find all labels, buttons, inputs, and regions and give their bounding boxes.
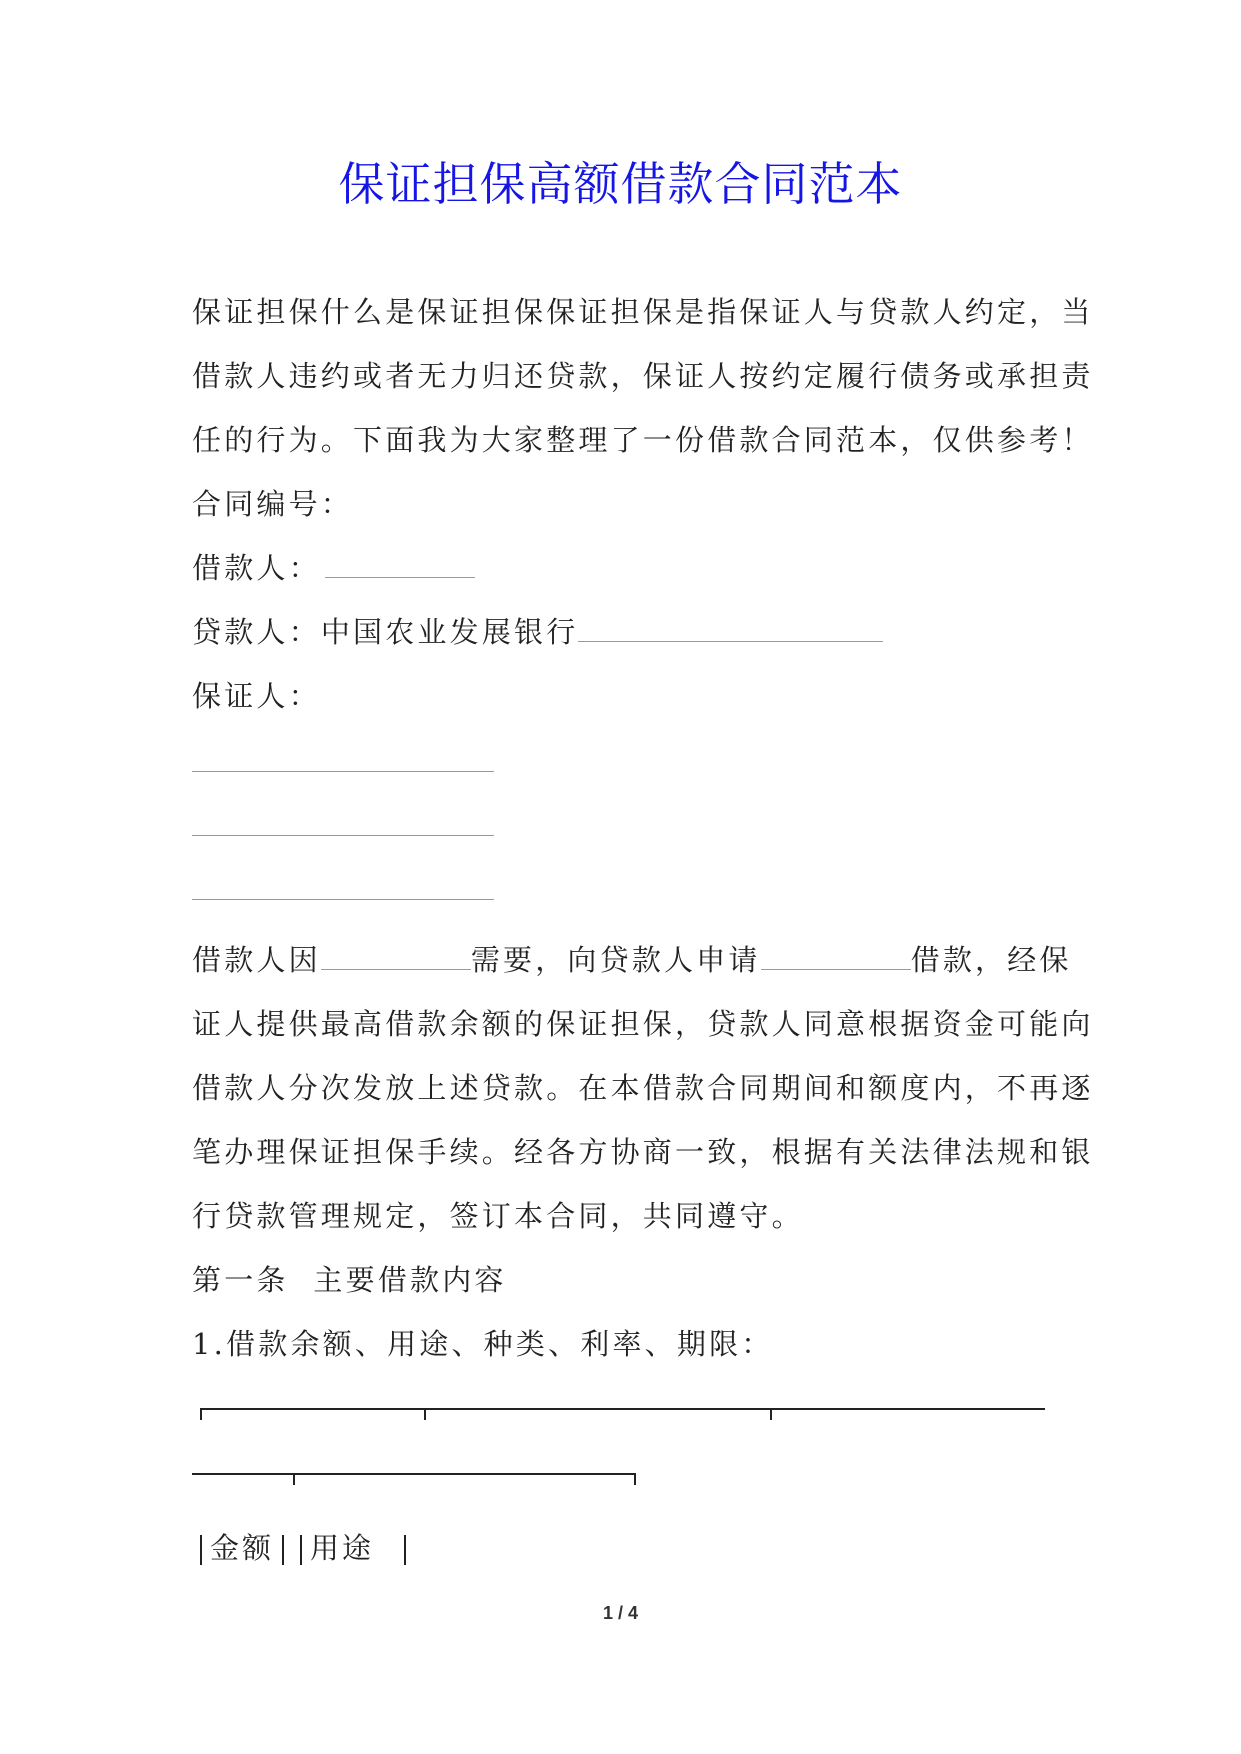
body-line-1 <box>192 940 1072 980</box>
table-corner-right <box>634 1473 636 1485</box>
intro-line-2: 借款人违约或者无力归还贷款，保证人按约定履行债务或承担责 <box>192 359 1094 393</box>
item-1-text: 1.借款余额、用途、种类、利率、期限： <box>192 1327 774 1361</box>
cell-border-left <box>200 1535 202 1565</box>
amount-blank <box>761 943 911 970</box>
cell-purpose: 用途 <box>310 1531 375 1565</box>
page-indicator: 1 / 4 <box>602 1603 639 1623</box>
cell-border-mid-2 <box>300 1535 302 1565</box>
table-corner-left <box>200 1408 202 1420</box>
lender-blank <box>578 615 883 642</box>
table-header-row <box>192 1528 414 1568</box>
borrower-row <box>192 548 1062 588</box>
table-top-rule <box>200 1408 1045 1410</box>
body-line-1-part-b: 需要，向贷款人申请 <box>470 943 761 977</box>
intro-line-1: 保证担保什么是保证担保保证担保是指保证人与贷款人约定，当 <box>192 295 1094 329</box>
lender-label: 贷款人： <box>192 615 321 649</box>
table-tick-1 <box>424 1408 426 1420</box>
intro-line-3: 任的行为。下面我为大家整理了一份借款合同范本，仅供参考！ <box>192 423 1094 457</box>
document-title: 保证担保高额借款合同范本 <box>338 157 903 211</box>
lender-row <box>192 612 1062 652</box>
body-line-1-part-a: 借款人因 <box>192 943 321 977</box>
guarantor-blank-2 <box>192 835 494 836</box>
guarantor-blank-1 <box>192 771 494 772</box>
body-line-4: 笔办理保证担保手续。经各方协商一致，根据有关法律法规和银 <box>192 1135 1094 1169</box>
body-line-1-part-c: 借款，经保 <box>910 943 1072 977</box>
table-top-rule-continued <box>192 1473 636 1475</box>
cell-border-right <box>404 1535 406 1565</box>
purpose-blank <box>321 943 471 970</box>
guarantor-label: 保证人： <box>192 679 321 713</box>
article-1-heading: 第一条 主要借款内容 <box>192 1263 507 1297</box>
lender-name: 中国农业发展银行 <box>320 615 579 649</box>
table-tick-3 <box>293 1473 295 1485</box>
guarantor-blank-3 <box>192 899 494 900</box>
body-line-2: 证人提供最高借款余额的保证担保，贷款人同意根据资金可能向 <box>192 1007 1094 1041</box>
body-line-3: 借款人分次发放上述贷款。在本借款合同期间和额度内，不再逐 <box>192 1071 1094 1105</box>
table-tick-2 <box>770 1408 772 1420</box>
borrower-blank <box>325 551 475 578</box>
cell-amount: 金额 <box>210 1531 275 1565</box>
cell-border-mid-1 <box>282 1535 284 1565</box>
borrower-label: 借款人： <box>192 551 321 585</box>
body-line-5: 行贷款管理规定，签订本合同，共同遵守。 <box>192 1199 804 1233</box>
contract-number-label: 合同编号： <box>192 487 354 521</box>
